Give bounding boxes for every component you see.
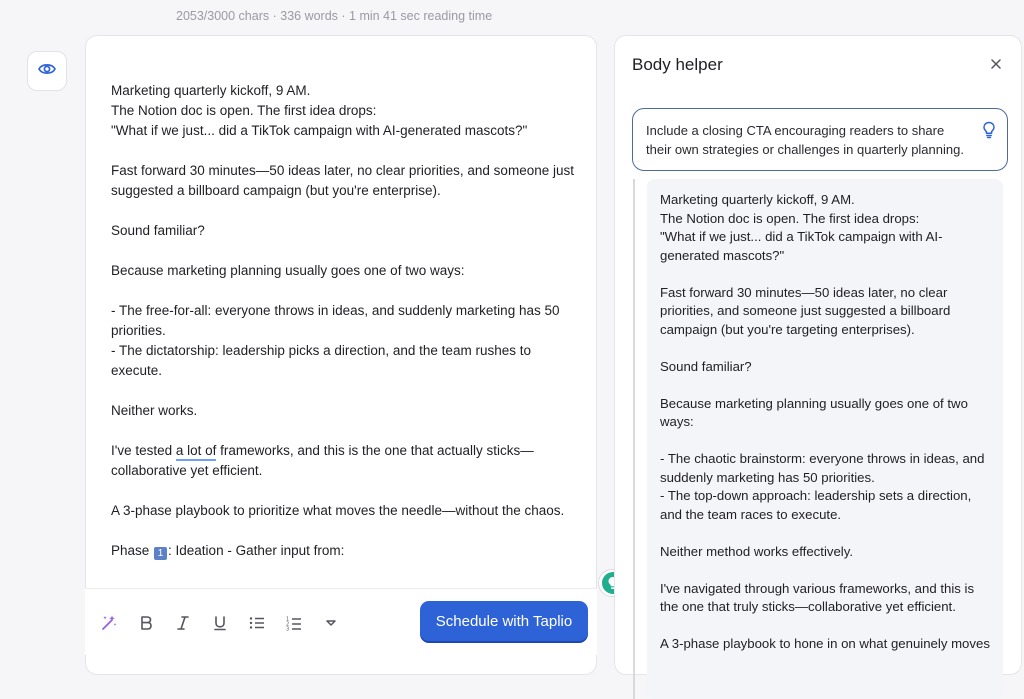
format-toolbar — [85, 588, 597, 655]
numbered-list-icon[interactable] — [283, 612, 305, 634]
suggestion-text — [660, 191, 992, 672]
suggestion-paragraph: Neither method works effectively. — [660, 543, 854, 559]
panel-title: Body helper — [632, 55, 723, 74]
preview-button[interactable] — [27, 51, 67, 91]
editor-paragraph: Sound familiar? — [111, 223, 205, 238]
suggestion-paragraph: Marketing quarterly kickoff, 9 AM. The Notion doc is open. The first idea drops: "What if we just... did a TikTok campaign with AI-generated mascots?" — [660, 192, 943, 263]
schedule-button[interactable]: Schedule with Taplio — [420, 601, 588, 641]
editor-paragraph: Because marketing planning usually goes one of two ways: — [111, 263, 465, 278]
prompt-input[interactable] — [632, 108, 1008, 171]
editor-content[interactable] — [111, 81, 581, 581]
suggestion-paragraph: - The chaotic brainstorm: everyone throws in ideas, and suddenly marketing has 50 priorities. - The top-down approach: leadership sets a direction, and the team races to execute. — [660, 451, 985, 522]
svg-text:3: 3 — [286, 626, 290, 631]
suggestion-result — [633, 179, 1010, 699]
grammar-suggestion-underline[interactable]: a lot of — [176, 443, 217, 461]
prompt-text: Include a closing CTA encouraging readers to share their own strategies or challenges in quarterly planning. — [646, 123, 964, 157]
keycap-one-emoji: 1 — [154, 547, 167, 560]
close-icon[interactable] — [987, 55, 1005, 73]
suggestion-card[interactable] — [647, 179, 1003, 699]
suggestion-paragraph: A 3-phase playbook to hone in on what genuinely moves — [660, 636, 990, 651]
suggestion-paragraph: Sound familiar? — [660, 358, 752, 374]
lightbulb-icon[interactable] — [979, 120, 999, 140]
more-options-dropdown-icon[interactable] — [320, 612, 342, 634]
magic-wand-icon[interactable] — [98, 612, 120, 634]
body-helper-panel — [614, 35, 1022, 675]
suggestion-paragraph: Fast forward 30 minutes—50 ideas later, no clear priorities, and someone just suggested a billboard campaign (but you're targeting enterprises). — [660, 284, 951, 337]
italic-icon[interactable] — [172, 612, 194, 634]
editor-paragraph: Marketing quarterly kickoff, 9 AM. The Notion doc is open. The first idea drops: "What if we just... did a TikTok campaign with AI-generated mascots?" — [111, 83, 528, 138]
eye-icon — [38, 62, 56, 81]
post-editor[interactable] — [85, 35, 597, 675]
suggestion-paragraph: I've navigated through various frameworks, and this is the one that truly sticks—collaborative yet efficient. — [660, 580, 975, 614]
editor-paragraph: - The free-for-all: everyone throws in ideas, and suddenly marketing has 50 priorities. - The dictatorship: leadership picks a direction, and the team rushes to execute. — [111, 303, 560, 378]
underline-icon[interactable] — [209, 612, 231, 634]
bulleted-list-icon[interactable] — [246, 612, 268, 634]
post-stats: 2053/3000 chars · 336 words · 1 min 41 sec reading time — [176, 9, 493, 23]
editor-paragraph-phase: Phase 1 : Ideation - Gather input from: — [111, 543, 345, 559]
editor-paragraph: Fast forward 30 minutes—50 ideas later, no clear priorities, and someone just suggested a billboard campaign (but you're enterprise). — [111, 163, 574, 198]
bold-icon[interactable] — [135, 612, 157, 634]
editor-paragraph: A 3-phase playbook to prioritize what moves the needle—without the chaos. — [111, 503, 565, 518]
editor-paragraph-tested: I've tested a lot of frameworks, and this is the one that actually sticks—collaborative yet efficient. — [111, 443, 534, 478]
editor-paragraph: Neither works. — [111, 403, 198, 418]
svg-text:1: 1 — [286, 616, 290, 622]
suggestion-paragraph: Because marketing planning usually goes one of two ways: — [660, 395, 968, 429]
svg-text:2: 2 — [286, 621, 290, 627]
